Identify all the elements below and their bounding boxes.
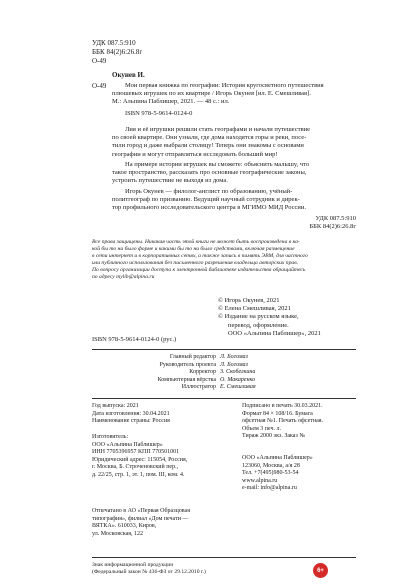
manufacturer-block <box>92 434 187 480</box>
printer-line: ул. Московская, 122 <box>92 530 144 537</box>
printer-block <box>92 508 190 538</box>
credit-row <box>92 384 256 392</box>
imprint-line: Наименование страны: Россия <box>92 418 170 425</box>
annotation-line: На примере истории игрушек вы сможете: объяснить малышу, что <box>125 161 309 168</box>
annotation-line: по своей квартире. Они узнали, где дома находятся горы и реки, посе- <box>112 134 307 142</box>
catalog-author: Окунев И. <box>112 71 145 79</box>
credit-person: О. Макаренко <box>220 376 256 383</box>
imprint-right <box>242 403 323 441</box>
divider <box>92 398 356 399</box>
annotation-line: тор профильного исследовательского центра в МГИМО МИД России. <box>112 204 306 212</box>
imprint-line: Год выпуска: 2021 <box>92 403 139 409</box>
imprint-line: Дата изготовления: 30.04.2021 <box>92 410 170 417</box>
annotation-line: Лия и её игрушки решили стать географами и начали путешествие <box>125 126 311 133</box>
annotation-line: географии и могут отправляться исследовать больший мир! <box>112 150 278 158</box>
publisher-address <box>242 455 313 493</box>
credit-row <box>92 377 256 385</box>
credit-person: З. Скобелкина <box>220 369 256 376</box>
annotation-paragraph-2 <box>112 161 309 186</box>
catalog-isbn: ISBN 978-5-9614-0124-0 <box>125 110 193 117</box>
rights-notice <box>92 239 308 281</box>
rights-line: или публичного использования без письменного разрешения владельца авторских прав. <box>92 260 299 266</box>
info-product-line: (Федеральный закон № 436-ФЗ от 29.12.2010 г.) <box>92 569 206 575</box>
age-rating-badge: 6+ <box>313 563 328 578</box>
manufacturer-line: Юридический адрес: 115054, Россия, <box>92 456 188 463</box>
catalog-entry-line: Мои первая книжка по географии: История кругосветного путешествия <box>125 82 324 89</box>
credit-person: Е. Смешливая <box>220 384 256 391</box>
manufacturer-line: д. 22/25, стр. 1, эт. 1, пом. III, ком. 4. <box>92 471 185 478</box>
copyright-line: ООО «Альпина Паблишер», 2021 <box>228 329 321 337</box>
rights-line: в сети интернет и в корпоративных сетях, а также запись в память ЭВМ, для частного <box>92 253 308 259</box>
imprint-line: Тираж 2000 экз. Заказ № <box>242 433 306 440</box>
credit-row <box>92 369 256 377</box>
printer-line: Отпечатано в АО «Первая Образцовая <box>92 508 190 514</box>
udk-code: УДК 087.5:910 <box>315 215 356 222</box>
manufacturer-line: ООО «Альпина Паблишер» <box>92 441 163 448</box>
annotation-paragraph-1 <box>112 126 310 159</box>
imprint-line: офсетная №1. Печать офсетная. <box>242 418 324 425</box>
annotation-line: Игорь Окунев — филолог-англист по образованию, учёный- <box>125 188 293 195</box>
bbk-code: ББК 84(2)6:26.8г <box>309 223 356 231</box>
catalog-entry-line: М.: Альпина Паблишер, 2021. — 48 с.: ил. <box>112 98 230 106</box>
catalog-entry-line: плюшевых игрушек по их квартире / Игорь Окунев [ил. Е. Смешливая]. <box>112 90 311 98</box>
udk-code: УДК 087.5:910 <box>92 39 136 47</box>
publisher-line: Тел. +7(495)980-53-54 <box>242 470 299 477</box>
credit-role: Компьютерная вёрстка <box>157 376 216 383</box>
author-code: О-49 <box>92 57 107 65</box>
credit-person: Л. Богомаз <box>220 354 248 360</box>
info-product-mark <box>92 562 206 576</box>
rights-line: Все права защищены. Никакая часть этой книги не может быть воспроизведена в ка- <box>92 239 300 245</box>
annotation-paragraph-3 <box>112 188 306 213</box>
credit-person: Л. Богомаз <box>220 361 248 368</box>
imprint-line: Подписано в печать 30.03.2021. <box>242 403 323 409</box>
copyright-block <box>218 297 321 338</box>
copyright-line: © Игорь Окунев, 2021 <box>218 297 280 304</box>
imprint-line: Объем 3 печ. л. <box>242 425 282 432</box>
printer-line: ВЯТКА». 610033, Киров, <box>92 523 157 530</box>
catalog-code: О-49 <box>92 82 107 90</box>
isbn-footer: ISBN 978-5-9614-0124-0 (рус.) <box>92 336 177 343</box>
annotation-line: устроить путешествие не выходя из дома. <box>112 177 228 185</box>
manufacturer-line: г. Москва, Б. Строченовский пер., <box>92 464 179 471</box>
publisher-email: e-mail: info@alpina.ru <box>242 485 297 492</box>
copyright-line: © Елена Смешливая, 2021 <box>218 305 291 313</box>
rights-line: По вопросу организации доступа к электронной библиотеке издательства обращайтесь <box>92 267 306 273</box>
manufacturer-line: ИНН 7705396957 КПП 770501001 <box>92 449 180 456</box>
catalog-entry <box>112 82 324 107</box>
annotation-line: политгеограф по призванию. Ведущий научный сотрудник и дирек- <box>112 196 300 204</box>
header-codes <box>92 39 142 66</box>
credit-role: Руководитель проекта <box>159 361 216 368</box>
printer-line: типография», филиал «Дом печати — <box>92 515 189 522</box>
manufacturer-line: Изготовитель: <box>92 434 129 440</box>
imprint-left <box>92 403 170 426</box>
copyright-line: © Издание на русском языке, <box>218 313 299 321</box>
rights-line: по адресу mylib@alpina.ru <box>92 274 155 280</box>
publisher-website: www.alpina.ru <box>242 477 278 484</box>
copyright-line: перевод, оформление. <box>228 321 289 329</box>
imprint-line: Формат 84 × 108/16. Бумага <box>242 410 313 417</box>
annotation-line: такое пространство, рассказать про основные географические законы, <box>112 169 307 177</box>
divider <box>92 557 356 558</box>
credit-role: Корректор <box>189 369 216 376</box>
credit-role: Главный редактор <box>169 354 216 360</box>
info-product-line: Знак информационной продукции <box>92 562 174 568</box>
bbk-code: ББК 84(2)6:26.8г <box>92 48 143 56</box>
publisher-line: 123060, Москва, а/я 28 <box>242 462 300 469</box>
divider <box>92 349 356 350</box>
publisher-line: ООО «Альпина Паблишер» <box>242 455 313 461</box>
production-credits <box>92 354 256 392</box>
credit-role: Иллюстратор <box>181 384 216 391</box>
catalog-codes-repeat <box>260 215 356 231</box>
rights-line: кой бы то ни было форме и какими бы то ни было средствами, включая размещение <box>92 246 295 252</box>
annotation-line: тили город и даже выбрали столицу! Теперь они знакомы с основами <box>112 142 304 150</box>
credit-row <box>92 354 256 362</box>
